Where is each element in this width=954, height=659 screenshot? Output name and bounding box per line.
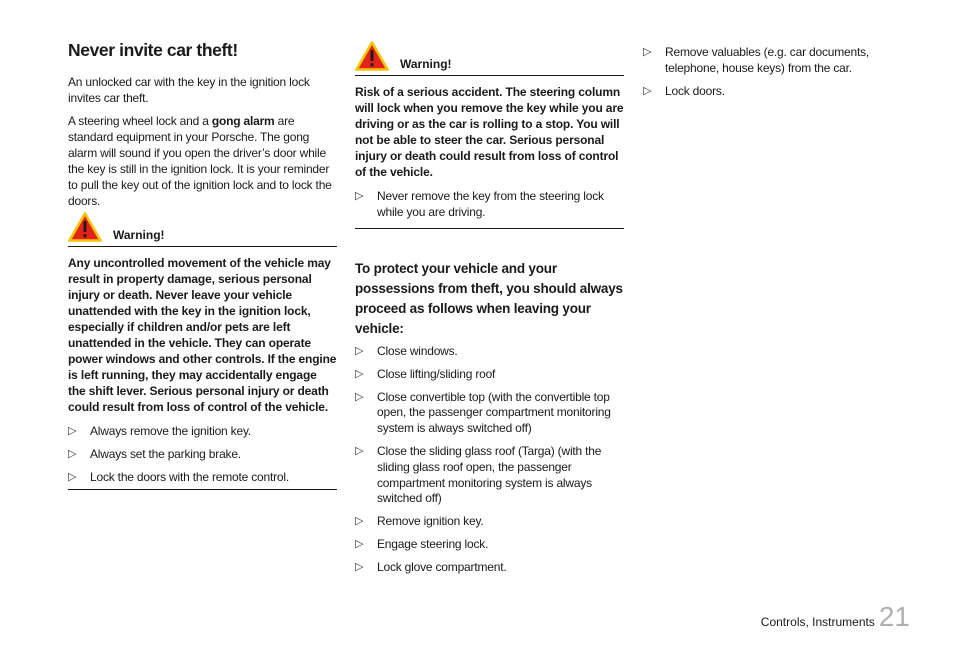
theft-steps-list	[68, 424, 337, 485]
warning-box-theft	[68, 212, 337, 490]
triangle-right-icon: ▷	[355, 390, 364, 403]
list-item: ▷ Lock doors.	[643, 83, 725, 98]
triangle-right-icon: ▷	[355, 537, 364, 550]
section-title: Never invite car theft!	[68, 40, 238, 60]
triangle-right-icon: ▷	[355, 444, 364, 457]
list-item: ▷ Engage steering lock.	[355, 536, 489, 551]
list-item: ▷ Close lifting/sliding roof	[355, 366, 496, 381]
divider	[68, 489, 337, 490]
triangle-right-icon: ▷	[68, 425, 77, 437]
triangle-right-icon: ▷	[355, 367, 364, 380]
leaving-vehicle-steps-continued	[643, 45, 893, 99]
warning-steps-list	[355, 189, 624, 221]
warning-label: Warning!	[400, 57, 452, 71]
list-item: ▷ Always remove the ignition key.	[68, 424, 251, 438]
list-item: ▷ Remove valuables (e.g. car documents, telephone, house keys) from the car.	[643, 45, 870, 75]
list-item: ▷ Lock glove compartment.	[355, 559, 507, 574]
intro-paragraph: An unlocked car with the key in the ignition lock invites car theft.	[68, 75, 310, 105]
gong-alarm-suffix: are standard equipment in your Porsche. The gong alarm will sound if you open the driver’s door while the key is still in the ignition lock. It is your reminder to pull the key out of the ignition lock and to lock the doors.	[68, 114, 332, 208]
warning-triangle-icon	[355, 41, 389, 71]
triangle-right-icon: ▷	[355, 560, 364, 573]
chapter-title: Controls, Instruments	[760, 615, 875, 629]
page-footer	[761, 603, 910, 631]
triangle-right-icon: ▷	[355, 190, 364, 202]
triangle-right-icon: ▷	[643, 84, 652, 97]
gong-alarm-paragraph	[68, 114, 337, 209]
divider	[355, 228, 624, 229]
triangle-right-icon: ▷	[643, 46, 652, 58]
triangle-right-icon: ▷	[355, 345, 364, 357]
warning-triangle-icon	[68, 212, 102, 242]
warning-label: Warning!	[113, 228, 165, 242]
list-item: ▷ Always set the parking brake.	[68, 446, 241, 461]
list-item: ▷ Lock the doors with the remote control.	[68, 469, 289, 484]
list-item: ▷ Close convertible top (with the convertible top open, the passenger compartment monitoring system is always switched off)	[355, 389, 611, 436]
leaving-vehicle-steps	[355, 344, 624, 576]
warning-header	[68, 212, 337, 247]
theft-protection-heading: To protect your vehicle and your possessions from theft, you should always proceed as follows when leaving your vehicle:	[355, 261, 623, 336]
page-number: 21	[878, 601, 910, 632]
triangle-right-icon: ▷	[68, 470, 77, 483]
list-item: ▷ Remove ignition key.	[355, 514, 484, 529]
list-item: ▷ Close windows.	[355, 344, 458, 358]
triangle-right-icon: ▷	[355, 515, 364, 528]
warning-text: Risk of a serious accident. The steering column will lock when you remove the key while you are driving or as the car is rolling to a stop. You will not be able to steer the car. Serious personal injury or death could result from loss of control of the vehicle.	[355, 85, 624, 179]
gong-alarm-prefix: A steering wheel lock and a	[68, 114, 212, 128]
warning-text: Any uncontrolled movement of the vehicle may result in property damage, serious personal injury or death. Never leave your vehicle unattended with the key in the ignition lock, especially if children and/or pets are left unattended in the vehicle. They can operate power windows and other controls. If the engine is left running, they may accidentally engage the shift lever. Serious personal injury or death could result from loss of control of the vehicle.	[68, 256, 337, 414]
list-item: ▷ Close the sliding glass roof (Targa) (with the sliding glass roof open, the passenger compartment monitoring system is always switched off)	[355, 443, 602, 506]
gong-alarm-term: gong alarm	[211, 114, 275, 128]
warning-header	[355, 41, 624, 76]
warning-box-steering	[355, 41, 624, 229]
triangle-right-icon: ▷	[68, 447, 77, 460]
list-item: ▷ Never remove the key from the steering lock while you are driving.	[355, 189, 604, 219]
